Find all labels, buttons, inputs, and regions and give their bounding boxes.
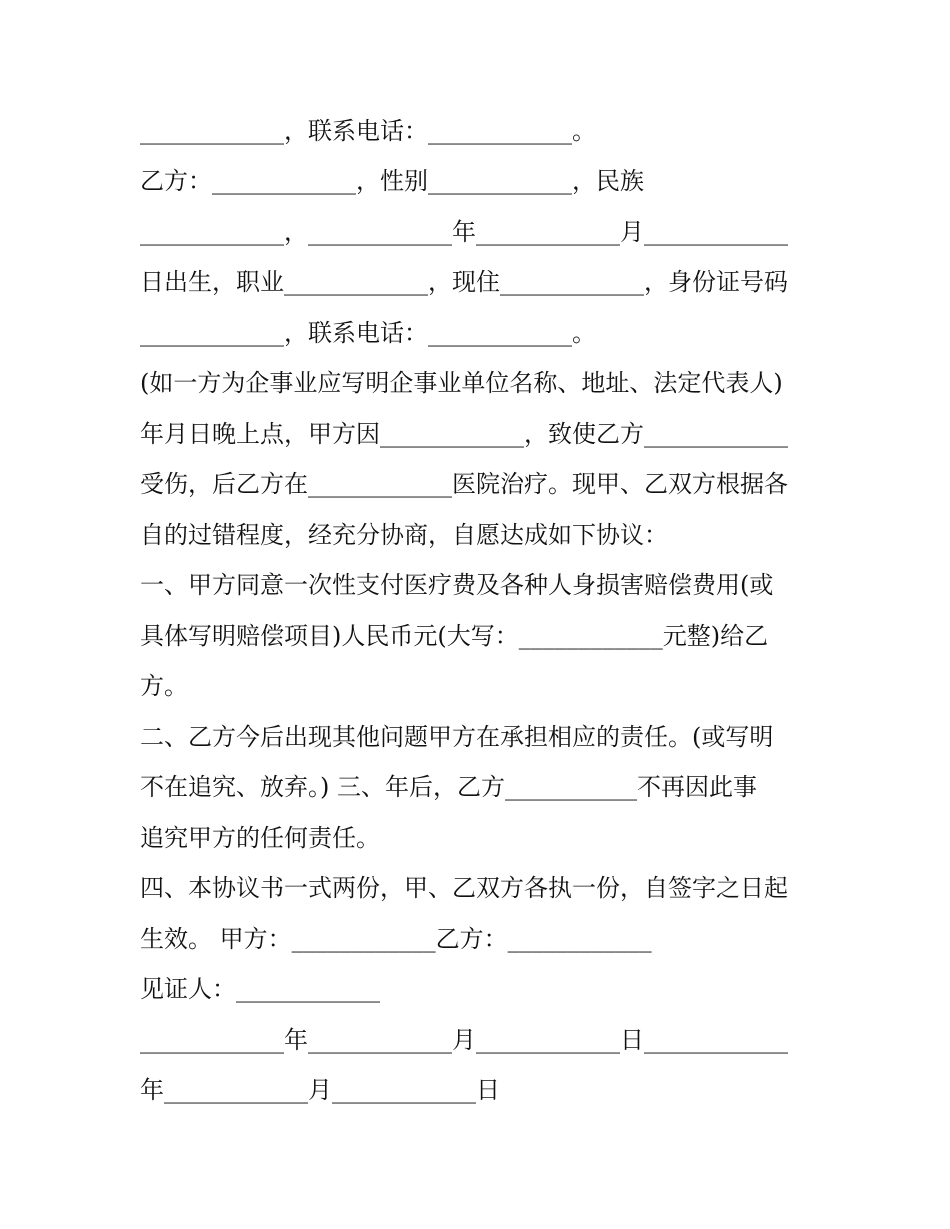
text-line (140, 868, 840, 908)
text-line (140, 616, 840, 656)
line-text: 不在追究、放弃。) 三、年后，乙方___________不再因此事 (140, 773, 757, 801)
text-line (140, 565, 840, 605)
line-text: 方。 (140, 672, 188, 700)
line-text: ____________年____________月____________日____________ (140, 1026, 788, 1054)
line-text: 乙方：____________，性别____________，民族 (140, 167, 644, 195)
line-text: ____________，联系电话：____________。 (140, 319, 596, 347)
line-text: ____________，____________年____________月____________ (140, 218, 788, 246)
text-line (140, 515, 840, 555)
text-line (140, 666, 840, 706)
line-text: 年____________月____________日 (140, 1076, 500, 1104)
line-text: (如一方为企事业应写明企事业单位名称、地址、法定代表人) (140, 369, 783, 397)
line-text: 二、乙方今后出现其他问题甲方在承担相应的责任。(或写明 (140, 723, 774, 751)
text-line (140, 969, 840, 1009)
line-text: 受伤，后乙方在____________医院治疗。现甲、乙双方根据各 (140, 470, 788, 498)
text-line (140, 919, 840, 959)
text-line (140, 414, 840, 454)
text-line (140, 313, 840, 353)
line-text: 追究甲方的任何责任。 (140, 824, 380, 852)
text-line (140, 464, 840, 504)
line-text: 四、本协议书一式两份，甲、乙双方各执一份，自签字之日起 (140, 874, 788, 902)
text-line (140, 161, 840, 201)
line-text: 一、甲方同意一次性支付医疗费及各种人身损害赔偿费用(或 (140, 571, 774, 599)
text-line (140, 262, 840, 302)
text-line (140, 363, 840, 403)
line-text: 年月日晚上点，甲方因____________，致使乙方____________ (140, 420, 788, 448)
text-line (140, 767, 840, 807)
line-text: 具体写明赔偿项目)人民币元(大写：____________元整)给乙 (140, 622, 769, 650)
text-line (140, 1020, 840, 1060)
text-line (140, 717, 840, 757)
line-text: 日出生，职业____________，现住____________，身份证号码 (140, 268, 788, 296)
text-line (140, 111, 840, 151)
line-text: ____________，联系电话：____________。 (140, 117, 596, 145)
text-line (140, 212, 840, 252)
text-line (140, 1070, 840, 1110)
line-text: 见证人：____________ (140, 975, 380, 1003)
line-text: 生效。 甲方：____________乙方：____________ (140, 925, 652, 953)
line-text: 自的过错程度，经充分协商，自愿达成如下协议： (140, 521, 668, 549)
text-line (140, 818, 840, 858)
